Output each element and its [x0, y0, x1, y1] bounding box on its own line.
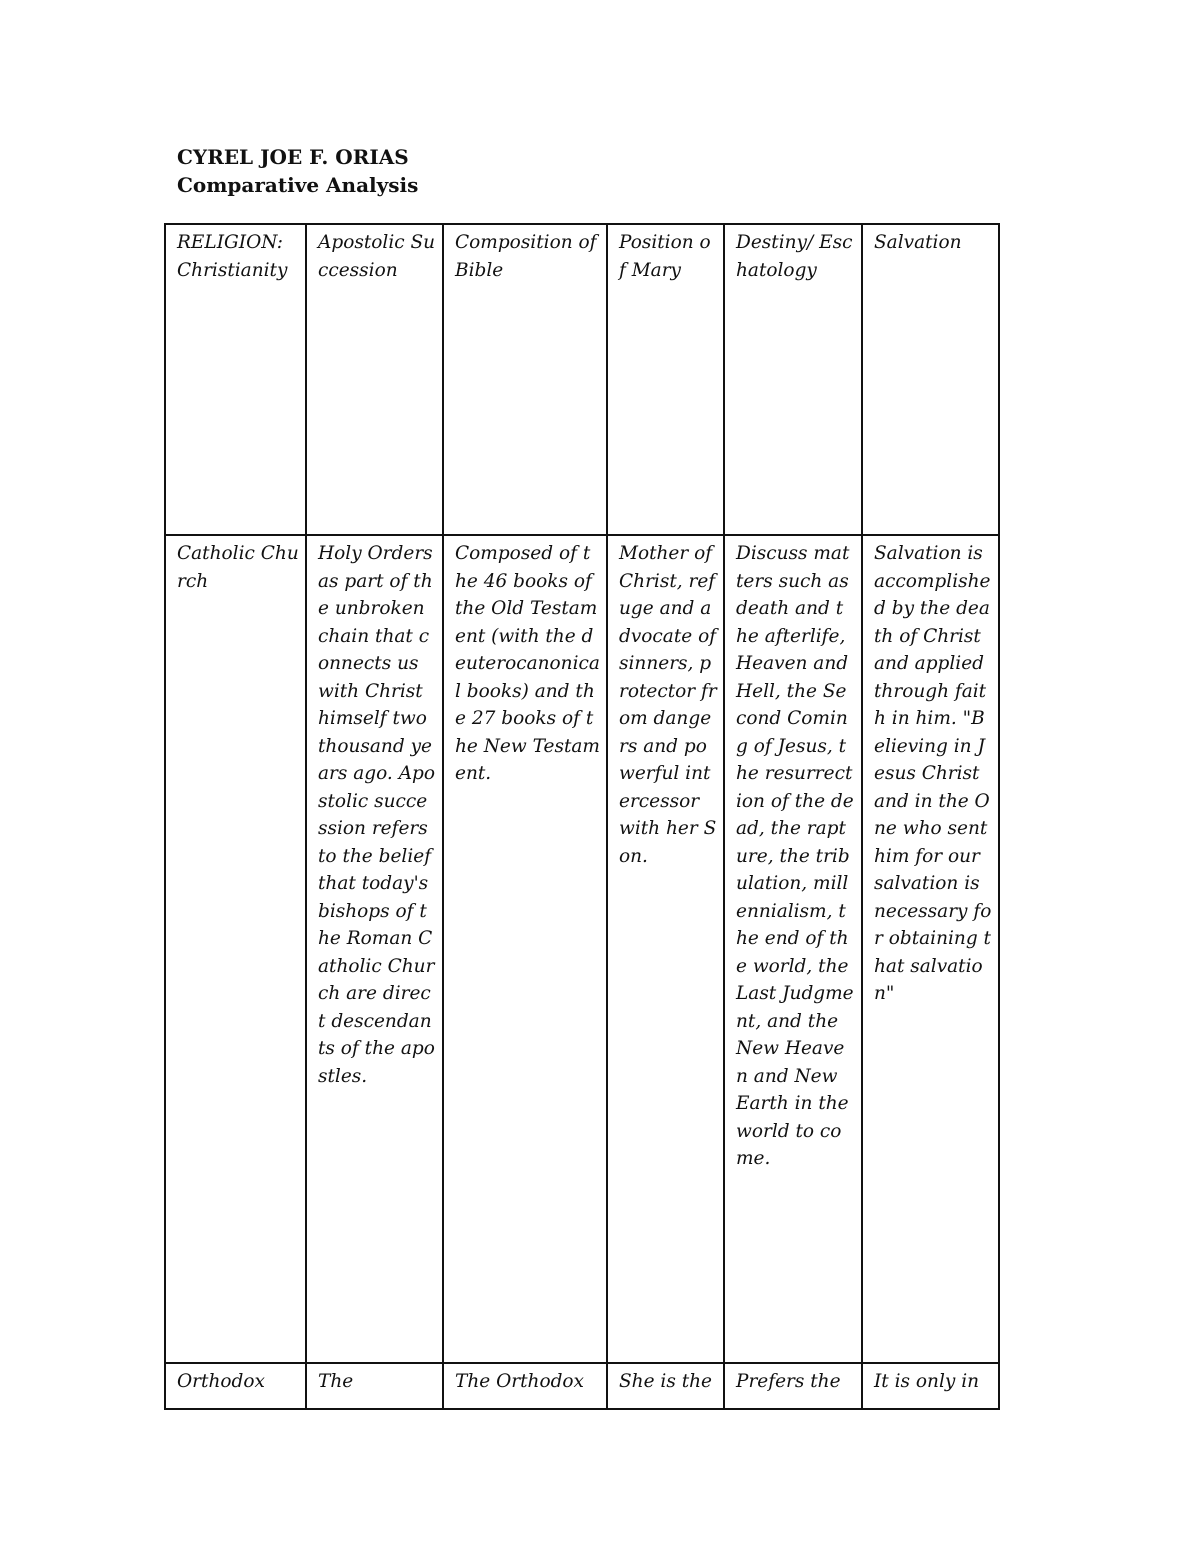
document-title: Comparative Analysis	[177, 173, 419, 197]
cell-position-of-mary: She is the	[607, 1363, 724, 1409]
comparative-analysis-table	[164, 223, 1000, 1410]
table-row-catholic	[165, 535, 999, 1363]
author-name: CYREL JOE F. ORIAS	[177, 145, 409, 169]
header-cell-religion: RELIGION: Christianity	[165, 224, 306, 535]
cell-position-of-mary: Mother of Christ, refuge and advocate of sinners, protector from dangers and powerful intercessor with her Son.	[607, 535, 724, 1363]
cell-religion: Catholic Church	[165, 535, 306, 1363]
cell-composition-of-bible: The Orthodox	[443, 1363, 607, 1409]
cell-salvation: Salvation is accomplished by the death of Christ and applied through faith in him. "Believing in Jesus Christ and in the One who sent him for our salvation is necessary for obtaining that salvation"	[862, 535, 999, 1363]
cell-destiny-eschatology: Prefers the	[724, 1363, 862, 1409]
cell-apostolic-succession: Holy Orders as part of the unbroken chain that connects us with Christ himself two thousand years ago. Apostolic succession refers to the belief that today's bishops of the Roman Catholic Church are direct descendants of the apostles.	[306, 535, 443, 1363]
document-heading	[177, 143, 418, 199]
header-cell-apostolic-succession: Apostolic Succession	[306, 224, 443, 535]
header-cell-destiny-eschatology: Destiny/ Eschatology	[724, 224, 862, 535]
header-cell-position-of-mary: Position of Mary	[607, 224, 724, 535]
cell-destiny-eschatology: Discuss matters such as death and the afterlife, Heaven and Hell, the Second Coming of Jesus, the resurrection of the dead, the rapture, the tribulation, millennialism, the end of the world, the Last Judgment, and the New Heaven and New Earth in the world to come.	[724, 535, 862, 1363]
cell-apostolic-succession: The	[306, 1363, 443, 1409]
header-cell-salvation: Salvation	[862, 224, 999, 535]
cell-religion: Orthodox	[165, 1363, 306, 1409]
cell-salvation: It is only in	[862, 1363, 999, 1409]
table-header-row	[165, 224, 999, 535]
header-cell-composition-of-bible: Composition of Bible	[443, 224, 607, 535]
cell-composition-of-bible: Composed of the 46 books of the Old Testament (with the deuterocanonical books) and the 27 books of the New Testament.	[443, 535, 607, 1363]
table-row-orthodox	[165, 1363, 999, 1409]
